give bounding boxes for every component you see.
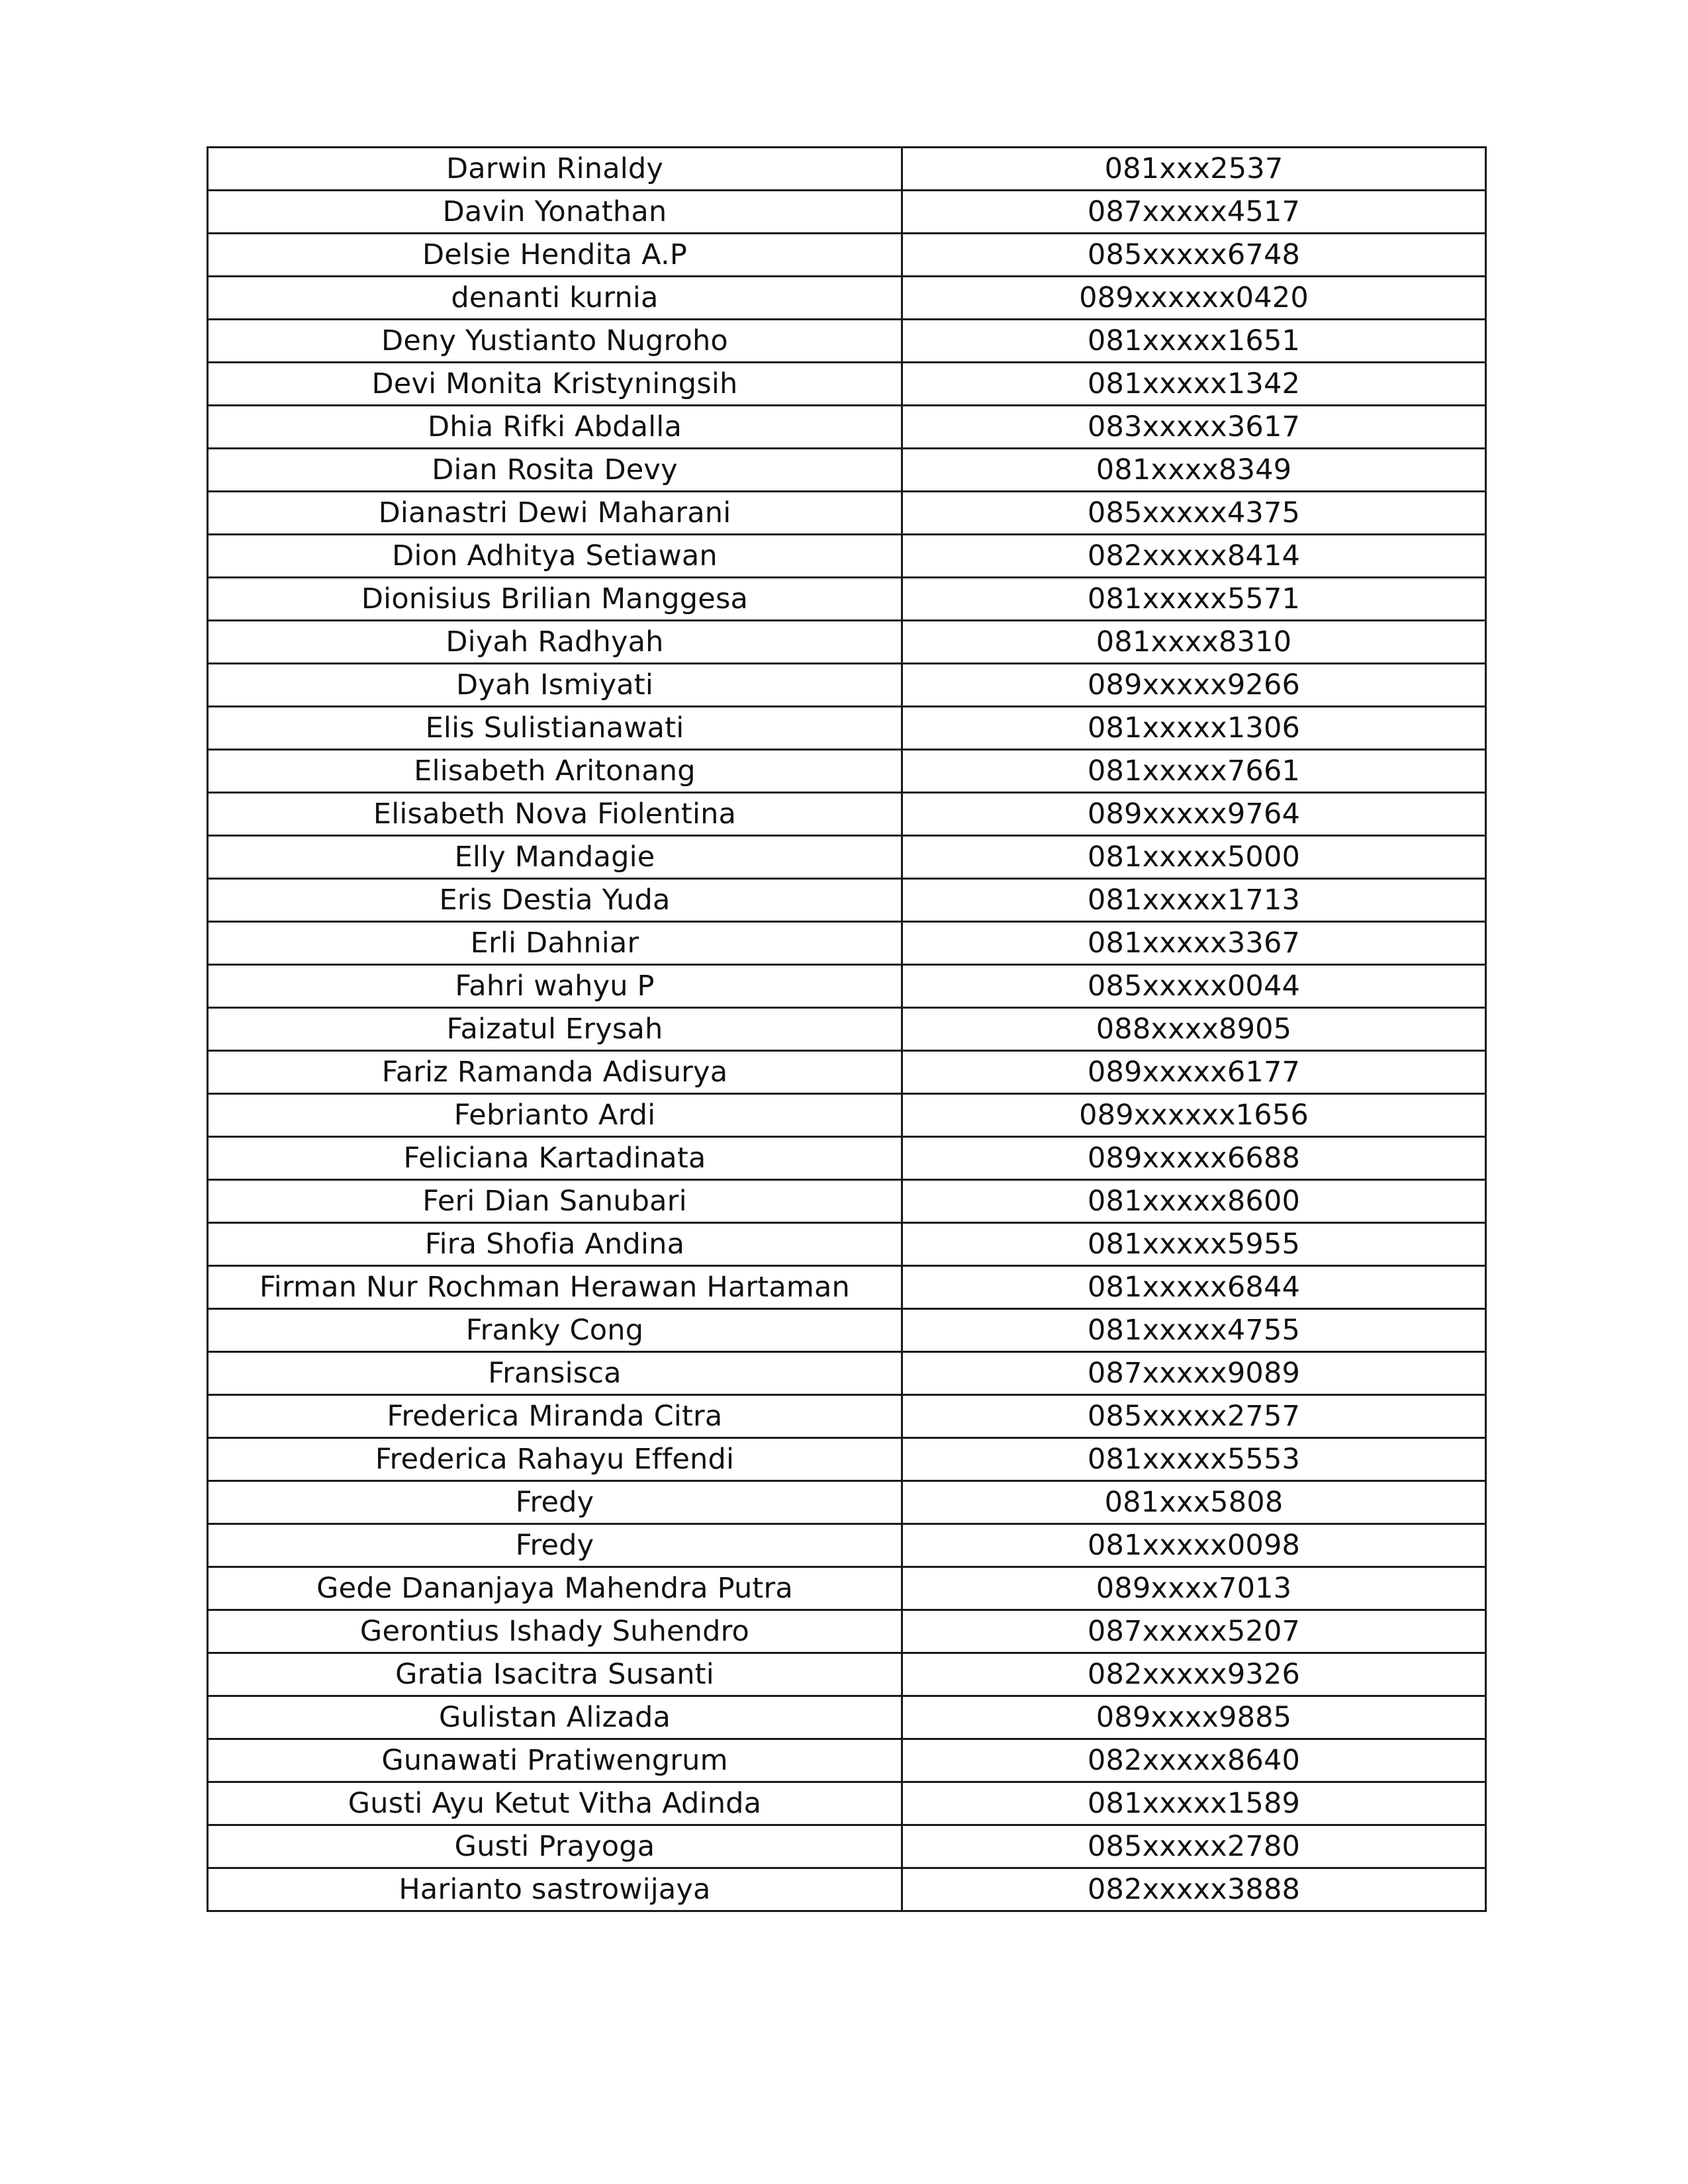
- contact-name-cell: Devi Monita Kristyningsih: [208, 363, 902, 406]
- contact-name-cell: Dion Adhitya Setiawan: [208, 535, 902, 578]
- contact-name-cell: Dyah Ismiyati: [208, 664, 902, 707]
- contact-name-cell: denanti kurnia: [208, 277, 902, 320]
- contact-phone-cell: 081xxxxx1342: [902, 363, 1486, 406]
- contact-phone-cell: 081xxxxx3367: [902, 922, 1486, 965]
- contact-phone-cell: 089xxxx7013: [902, 1567, 1486, 1610]
- table-row: [208, 148, 1486, 191]
- contact-phone-cell: 081xxxxx5000: [902, 836, 1486, 879]
- contact-phone-cell: 081xxxxx6844: [902, 1266, 1486, 1309]
- table-row: [208, 1438, 1486, 1481]
- contact-name-cell: Dionisius Brilian Manggesa: [208, 578, 902, 621]
- contact-name-cell: Dian Rosita Devy: [208, 449, 902, 492]
- contact-name-cell: Gerontius Ishady Suhendro: [208, 1610, 902, 1653]
- table-row: [208, 1653, 1486, 1696]
- contact-name-cell: Gulistan Alizada: [208, 1696, 902, 1739]
- contact-name-cell: Dhia Rifki Abdalla: [208, 406, 902, 449]
- contact-name-cell: Fransisca: [208, 1352, 902, 1395]
- contact-phone-cell: 082xxxxx8640: [902, 1739, 1486, 1782]
- table-row: [208, 1825, 1486, 1868]
- table-row: [208, 1524, 1486, 1567]
- contact-phone-cell: 085xxxxx6748: [902, 234, 1486, 277]
- table-row: [208, 578, 1486, 621]
- contact-name-cell: Elisabeth Nova Fiolentina: [208, 793, 902, 836]
- contact-name-cell: Elis Sulistianawati: [208, 707, 902, 750]
- contact-phone-cell: 082xxxxx3888: [902, 1868, 1486, 1911]
- contact-phone-cell: 081xxxxx5553: [902, 1438, 1486, 1481]
- contact-phone-cell: 088xxxx8905: [902, 1008, 1486, 1051]
- table-row: [208, 750, 1486, 793]
- table-row: [208, 664, 1486, 707]
- contact-phone-cell: 082xxxxx8414: [902, 535, 1486, 578]
- contact-phone-cell: 081xxxx8349: [902, 449, 1486, 492]
- contact-table-body: [208, 148, 1486, 1911]
- contact-table: [207, 146, 1487, 1912]
- contact-name-cell: Dianastri Dewi Maharani: [208, 492, 902, 535]
- table-row: [208, 1008, 1486, 1051]
- contact-name-cell: Fredy: [208, 1481, 902, 1524]
- contact-name-cell: Harianto sastrowijaya: [208, 1868, 902, 1911]
- contact-phone-cell: 089xxxxxx0420: [902, 277, 1486, 320]
- table-row: [208, 191, 1486, 234]
- contact-phone-cell: 083xxxxx3617: [902, 406, 1486, 449]
- table-row: [208, 1051, 1486, 1094]
- contact-phone-cell: 081xxxxx1651: [902, 320, 1486, 363]
- contact-name-cell: Delsie Hendita A.P: [208, 234, 902, 277]
- contact-name-cell: Elly Mandagie: [208, 836, 902, 879]
- table-row: [208, 793, 1486, 836]
- table-row: [208, 836, 1486, 879]
- contact-name-cell: Darwin Rinaldy: [208, 148, 902, 191]
- table-row: [208, 1696, 1486, 1739]
- table-row: [208, 406, 1486, 449]
- contact-phone-cell: 081xxxxx4755: [902, 1309, 1486, 1352]
- contact-phone-cell: 085xxxxx2757: [902, 1395, 1486, 1438]
- contact-phone-cell: 081xxxxx5571: [902, 578, 1486, 621]
- contact-phone-cell: 089xxxxx6177: [902, 1051, 1486, 1094]
- contact-phone-cell: 082xxxxx9326: [902, 1653, 1486, 1696]
- contact-phone-cell: 087xxxxx9089: [902, 1352, 1486, 1395]
- contact-name-cell: Frederica Rahayu Effendi: [208, 1438, 902, 1481]
- table-row: [208, 1567, 1486, 1610]
- contact-phone-cell: 081xxxxx0098: [902, 1524, 1486, 1567]
- table-row: [208, 277, 1486, 320]
- contact-name-cell: Gede Dananjaya Mahendra Putra: [208, 1567, 902, 1610]
- table-row: [208, 1352, 1486, 1395]
- table-row: [208, 1868, 1486, 1911]
- table-row: [208, 707, 1486, 750]
- contact-name-cell: Davin Yonathan: [208, 191, 902, 234]
- contact-name-cell: Franky Cong: [208, 1309, 902, 1352]
- table-row: [208, 1266, 1486, 1309]
- contact-phone-cell: 085xxxxx0044: [902, 965, 1486, 1008]
- contact-phone-cell: 089xxxxx9764: [902, 793, 1486, 836]
- contact-phone-cell: 081xxxxx5955: [902, 1223, 1486, 1266]
- table-row: [208, 1610, 1486, 1653]
- table-row: [208, 1180, 1486, 1223]
- table-row: [208, 449, 1486, 492]
- table-row: [208, 1395, 1486, 1438]
- contact-name-cell: Gusti Ayu Ketut Vitha Adinda: [208, 1782, 902, 1825]
- table-row: [208, 535, 1486, 578]
- contact-phone-cell: 081xxxxx1713: [902, 879, 1486, 922]
- contact-name-cell: Firman Nur Rochman Herawan Hartaman: [208, 1266, 902, 1309]
- contact-phone-cell: 089xxxx9885: [902, 1696, 1486, 1739]
- contact-phone-cell: 081xxxxx1306: [902, 707, 1486, 750]
- table-row: [208, 320, 1486, 363]
- contact-name-cell: Eris Destia Yuda: [208, 879, 902, 922]
- table-row: [208, 1137, 1486, 1180]
- contact-name-cell: Fahri wahyu P: [208, 965, 902, 1008]
- contact-phone-cell: 081xxxxx7661: [902, 750, 1486, 793]
- table-row: [208, 1739, 1486, 1782]
- contact-name-cell: Febrianto Ardi: [208, 1094, 902, 1137]
- contact-name-cell: Erli Dahniar: [208, 922, 902, 965]
- contact-name-cell: Deny Yustianto Nugroho: [208, 320, 902, 363]
- contact-phone-cell: 089xxxxx6688: [902, 1137, 1486, 1180]
- contact-phone-cell: 089xxxxx9266: [902, 664, 1486, 707]
- table-row: [208, 1223, 1486, 1266]
- table-row: [208, 1094, 1486, 1137]
- contact-name-cell: Fredy: [208, 1524, 902, 1567]
- contact-name-cell: Feri Dian Sanubari: [208, 1180, 902, 1223]
- contact-name-cell: Fariz Ramanda Adisurya: [208, 1051, 902, 1094]
- contact-name-cell: Faizatul Erysah: [208, 1008, 902, 1051]
- contact-phone-cell: 087xxxxx4517: [902, 191, 1486, 234]
- contact-phone-cell: 089xxxxxx1656: [902, 1094, 1486, 1137]
- contact-phone-cell: 085xxxxx2780: [902, 1825, 1486, 1868]
- contact-phone-cell: 081xxxxx1589: [902, 1782, 1486, 1825]
- contact-name-cell: Diyah Radhyah: [208, 621, 902, 664]
- contact-name-cell: Feliciana Kartadinata: [208, 1137, 902, 1180]
- table-row: [208, 234, 1486, 277]
- table-row: [208, 879, 1486, 922]
- table-row: [208, 363, 1486, 406]
- contact-phone-cell: 081xxx5808: [902, 1481, 1486, 1524]
- table-row: [208, 621, 1486, 664]
- contact-phone-cell: 087xxxxx5207: [902, 1610, 1486, 1653]
- table-row: [208, 922, 1486, 965]
- table-row: [208, 1309, 1486, 1352]
- contact-name-cell: Elisabeth Aritonang: [208, 750, 902, 793]
- contact-phone-cell: 081xxx2537: [902, 148, 1486, 191]
- table-row: [208, 965, 1486, 1008]
- contact-phone-cell: 081xxxx8310: [902, 621, 1486, 664]
- contact-name-cell: Fira Shofia Andina: [208, 1223, 902, 1266]
- contact-name-cell: Gunawati Pratiwengrum: [208, 1739, 902, 1782]
- table-row: [208, 1782, 1486, 1825]
- contact-name-cell: Frederica Miranda Citra: [208, 1395, 902, 1438]
- table-row: [208, 1481, 1486, 1524]
- contact-name-cell: Gusti Prayoga: [208, 1825, 902, 1868]
- table-row: [208, 492, 1486, 535]
- contact-phone-cell: 081xxxxx8600: [902, 1180, 1486, 1223]
- contact-phone-cell: 085xxxxx4375: [902, 492, 1486, 535]
- contact-name-cell: Gratia Isacitra Susanti: [208, 1653, 902, 1696]
